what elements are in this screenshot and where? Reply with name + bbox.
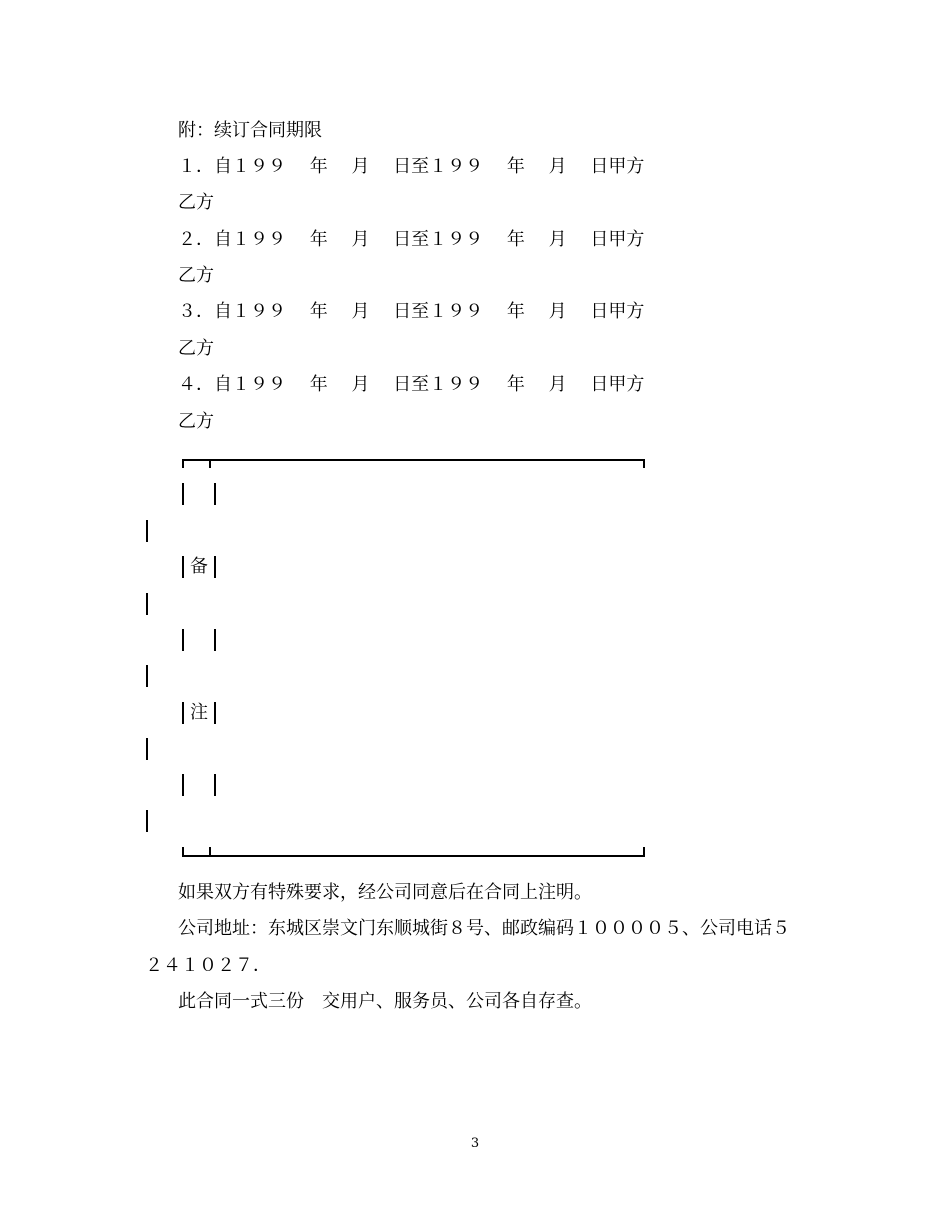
renewal-line-1: １．自１９９ 年 月 日至１９９ 年 月 日甲方: [178, 156, 645, 177]
remarks-box-mid-bar: [214, 556, 216, 578]
special-requirements-note: 如果双方有特殊要求，经公司同意后在合同上注明。: [178, 882, 592, 903]
remarks-char-bei: 备: [190, 556, 208, 577]
remarks-box-top-mid-tick: [209, 459, 211, 468]
remarks-box-bottom-border: [182, 855, 645, 857]
renewal-party-b-1: 乙方: [178, 192, 214, 213]
page-number: 3: [470, 1136, 480, 1151]
company-address-line-1: 公司地址：东城区崇文门东顺城街８号、邮政编码１００００５、公司电话５: [178, 918, 790, 939]
remarks-box-top-right-tick: [643, 459, 645, 468]
remarks-box-mid-bar: [214, 702, 216, 724]
remarks-box-right-bar: [146, 738, 148, 760]
remarks-box-left-bar: [182, 483, 184, 505]
company-address-line-2: ２４１０２７．: [145, 955, 271, 976]
remarks-box-left-bar: [182, 774, 184, 796]
renewal-line-3: ３．自１９９ 年 月 日至１９９ 年 月 日甲方: [178, 301, 645, 322]
remarks-box-top-border: [182, 459, 645, 461]
copies-note: 此合同一式三份 交用户、服务员、公司各自存查。: [178, 991, 592, 1012]
remarks-box-mid-bar: [214, 774, 216, 796]
renewal-party-b-4: 乙方: [178, 411, 214, 432]
renewal-party-b-3: 乙方: [178, 338, 214, 359]
remarks-box-right-bar: [146, 810, 148, 832]
remarks-box-right-bar: [146, 520, 148, 542]
remarks-box-right-bar: [146, 593, 148, 615]
remarks-box-top-left-tick: [182, 459, 184, 468]
remarks-box-left-bar: [182, 702, 184, 724]
remarks-char-zhu: 注: [190, 702, 208, 723]
remarks-box-left-bar: [182, 556, 184, 578]
remarks-box-mid-bar: [214, 483, 216, 505]
remarks-box-left-bar: [182, 629, 184, 651]
renewal-party-b-2: 乙方: [178, 265, 214, 286]
renewal-line-4: ４．自１９９ 年 月 日至１９９ 年 月 日甲方: [178, 374, 645, 395]
renewal-line-2: ２．自１９９ 年 月 日至１９９ 年 月 日甲方: [178, 229, 645, 250]
remarks-box-mid-bar: [214, 629, 216, 651]
remarks-box-right-bar: [146, 665, 148, 687]
appendix-heading: 附：续订合同期限: [178, 120, 322, 141]
